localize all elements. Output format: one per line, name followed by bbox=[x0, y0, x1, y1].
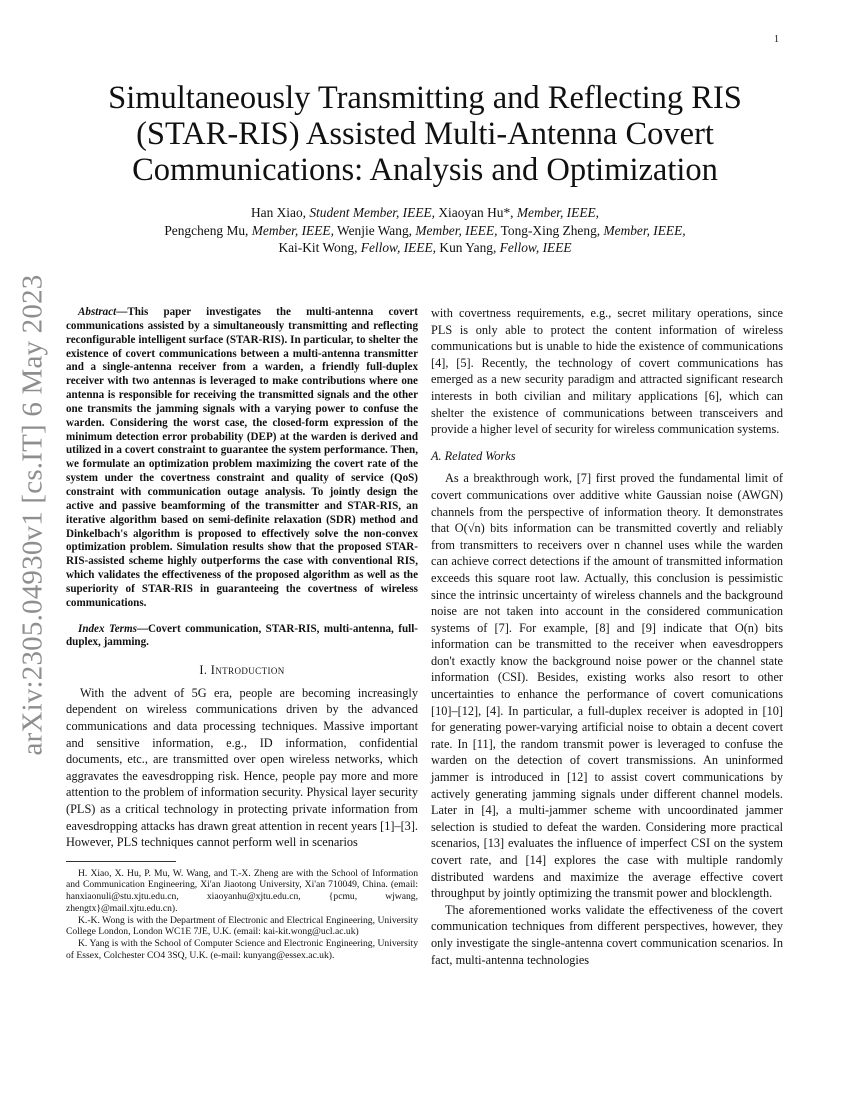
author-name: Tong-Xing Zheng, bbox=[497, 222, 604, 238]
abstract-lead: Abstract bbox=[78, 306, 117, 318]
right-column bbox=[431, 305, 783, 968]
author-role: Fellow, IEEE bbox=[499, 240, 572, 256]
footnote-affiliation-3: K. Yang is with the School of Computer Science and Electronic Engineering, University of Essex, Colchester CO4 3SQ, U.K. (e-mail: kunyang@essex.ac.uk). bbox=[66, 938, 418, 961]
intro-paragraph: With the advent of 5G era, people are becoming increasingly dependent on wireless communications driven by the advanced communications and data processing techniques. Massive important and sensitive information, e.g., ID information, confidential documents, etc., are transmitted over open wireless networks, which aggravates the eavesdropping risk. Hence, people pay more and more attention to the problem of information security. Physical layer security (PLS) as a critical technology in protecting private information from eavesdropping attacks has drawn great attention in recent years [1]–[3]. However, PLS techniques cannot perform well in scenarios bbox=[66, 685, 418, 850]
section-title: Introduction bbox=[210, 663, 285, 678]
author-name: Wenjie Wang, bbox=[333, 222, 416, 238]
page-number: 1 bbox=[774, 34, 779, 45]
author-line-2 bbox=[70, 222, 780, 240]
author-name: Kun Yang, bbox=[436, 240, 500, 256]
index-terms bbox=[66, 623, 418, 651]
author-name: Pengcheng Mu, bbox=[164, 222, 252, 238]
section-number: I. bbox=[199, 663, 211, 678]
author-role: Member, IEEE, bbox=[251, 222, 334, 238]
footnote-affiliation-1: H. Xiao, X. Hu, P. Mu, W. Wang, and T.-X. Zheng are with the School of Information and Communication Engineering, Xi'an Jiaotong University, Xi'an 710049, China. (email: hanxiaonuli@stu.xjtu.edu.cn, xiaoyanhu@xjtu.edu.cn, {pcmu, wjwang, zhengtx}@mail.xjtu.edu.cn). bbox=[66, 867, 418, 914]
paper-title: Simultaneously Transmitting and Reflecting RIS (STAR-RIS) Assisted Multi-Antenna Covert Communications: Analysis and Optimization bbox=[108, 80, 742, 188]
author-list bbox=[70, 204, 780, 257]
section-heading bbox=[66, 662, 418, 679]
footnote-affiliation-2: K.-K. Wong is with the Department of Electronic and Electrical Engineering, University College London, London WC1E 7JE, U.K. (email: kai-kit.wong@ucl.ac.uk) bbox=[66, 914, 418, 938]
arxiv-stamp bbox=[10, 274, 56, 756]
author-name: Han Xiao, bbox=[250, 205, 310, 220]
abstract-text: —This paper investigates the multi-antenna covert communications assisted by a simultaneously transmitting and reflecting reconfigurable intelligent surface (STAR-RIS). In particular, to shelter the existence of covert communications between a multi-antenna transmitter and a single-antenna receiver from a warden, a friendly full-duplex receiver with two antennas is leveraged to make contributions where one antenna is responsible for receiving the transmitted signals and the other one transmits the jamming signals with a varying power to confuse the warden. Considering the worst case, the closed-form expression of the minimum detection error probability (DEP) at the warden is derived and utilized in a covert constraint to guarantee the system performance. Then, we formulate an optimization problem maximizing the covert rate of the system under the covertness constraint and quality of service (QoS) constraint with communication outage analysis. To jointly design the active and passive beamforming of the transmitter and STAR-RIS, an iterative algorithm based on semi-definite relaxation (SDR) method and Dinkelbach's algorithm is proposed to effectively solve the non-convex optimization problem. Simulation results show that the proposed STAR-RIS-assisted scheme highly outperforms the case with conventional RIS, which validates the effectiveness of the proposed algorithm as well as the superiority of STAR-RIS in guaranteeing the covertness of wireless communications. bbox=[66, 306, 418, 609]
author-name: Kai-Kit Wong, bbox=[278, 240, 361, 256]
author-role: Member, IEEE, bbox=[603, 222, 686, 238]
author-role: Student Member, IEEE, bbox=[309, 205, 436, 220]
left-column bbox=[66, 306, 418, 961]
author-name: Xiaoyan Hu*, bbox=[435, 205, 517, 220]
author-line-1 bbox=[70, 204, 780, 222]
subsection-heading: A. Related Works bbox=[431, 448, 516, 463]
author-role: Member, IEEE, bbox=[415, 222, 498, 238]
author-role: Member, IEEE, bbox=[516, 205, 600, 220]
author-line-3 bbox=[70, 239, 780, 257]
footnote-divider bbox=[66, 861, 176, 862]
arxiv-stamp-text: arXiv:2305.04930v1 [cs.IT] 6 May 2023 bbox=[16, 274, 49, 756]
related-works-paragraph-2: The aforementioned works validate the effectiveness of the covert communication techniques from different perspectives, however, they only investigate the single-antenna covert communication scenarios. In fact, multi-antenna technologies bbox=[431, 902, 783, 967]
intro-paragraph-continued: with covertness requirements, e.g., secret military operations, since PLS is only able to protect the content information of wireless communications but is unable to hide the existence of communications [4], [5]. Recently, the technology of covert communications has emerged as a new security paradigm and attracted significant research interests in both civilian and military applications [6], which can shelter the existence of communications between transceivers and provide a higher level of security for wireless communication systems. bbox=[431, 306, 783, 437]
author-role: Fellow, IEEE, bbox=[360, 240, 437, 256]
related-works-paragraph: As a breakthrough work, [7] first proved the fundamental limit of covert communications over additive white Gaussian noise (AWGN) channels from the perspective of information theory. It demonstrates that O(√n) bits information can be transmitted covertly and reliably from transmitters to receivers over n channel uses while the warden can achieve correct detections if the amount of transmitted information exceeds this square root law. Actually, this conclusion is pessimistic since the intrinsic uncertainty of wireless channels and the background noise are not taken into account in the considered communication systems of [7]. For example, [8] and [9] indicate that O(n) bits information can be transmitted to the receiver when eavesdroppers don't exactly know the background noise power or the channel state information (CSI). Besides, existing works also resort to other uncertainties to enhance the performance of covert comunications [10]–[12], [4]. In particular, a full-duplex receiver is adopted in [10] for generating power-varying artificial noise to obtain a decent covert rate. In [11], the random transmit power is leveraged to confuse the warden on the detection of covert transmissions. An uninformed jammer is introduced in [12] to assist covert communications by actively generating jamming signals under different channel models. Later in [4], a multi-jammer scheme with uncoordinated jammer selection is studied to defeat the warden. Considering more practical scenarios, [13] evaluates the influence of imperfect CSI on the system covert rate, and [14] explores the case with multiple randomly distributed wardens and maximize the average effective covert throughput by jointly optimizing the transmit power and blocklength. bbox=[431, 471, 783, 901]
abstract bbox=[66, 306, 418, 611]
index-terms-text: —Covert communication, STAR-RIS, multi-antenna, full-duplex, jamming. bbox=[66, 622, 418, 649]
index-terms-lead: Index Terms bbox=[78, 622, 137, 635]
